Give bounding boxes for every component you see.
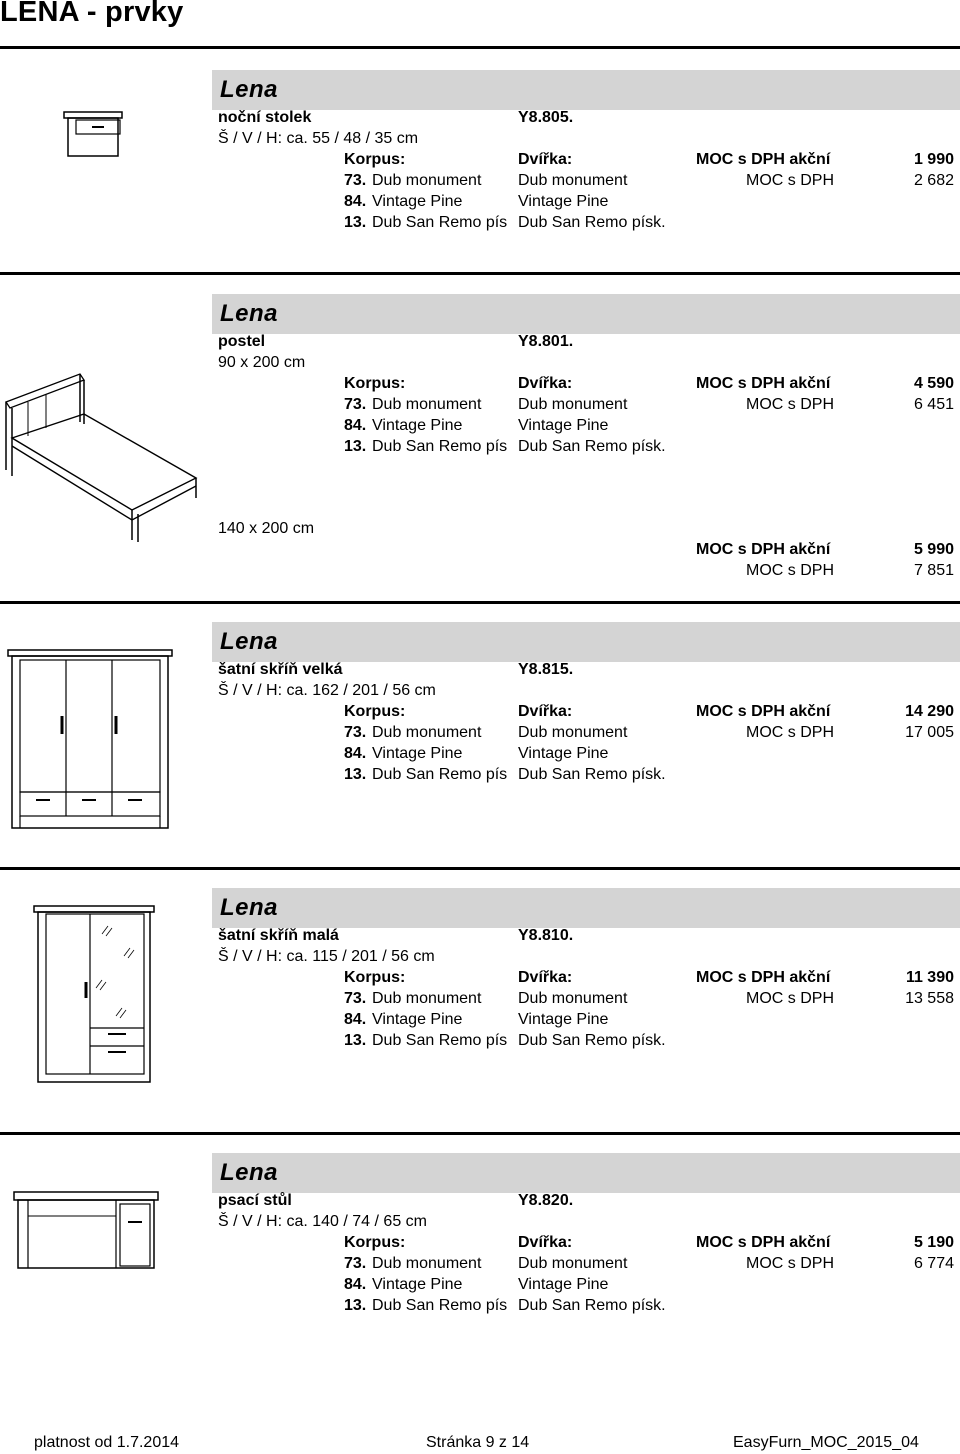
- korpus-label: Korpus:: [344, 969, 406, 986]
- footer-validity: platnost od 1.7.2014: [34, 1434, 180, 1451]
- product-code: Y8.801.: [518, 333, 574, 350]
- price-value: 6 774: [913, 1255, 954, 1272]
- section-rule: [0, 272, 960, 275]
- title-rule: [0, 46, 960, 49]
- price-value: 17 005: [905, 724, 954, 741]
- dvirka-name: Vintage Pine: [518, 1276, 609, 1293]
- korpus-name: Dub San Remo pís: [372, 1032, 508, 1049]
- variant-price-action-value: 5 990: [913, 541, 954, 558]
- brand-label: Lena: [220, 1159, 279, 1186]
- product-dims: Š / V / H: ca. 55 / 48 / 35 cm: [218, 130, 419, 147]
- price-action-label: MOC s DPH akční: [696, 375, 831, 392]
- brand-label: Lena: [220, 628, 279, 655]
- korpus-name: Vintage Pine: [372, 417, 463, 434]
- dvirka-name: Vintage Pine: [518, 1011, 609, 1028]
- price-action-label: MOC s DPH akční: [696, 703, 831, 720]
- product-name: psací stůl: [218, 1192, 292, 1209]
- price-action-value: 4 590: [913, 375, 954, 392]
- korpus-name: Vintage Pine: [372, 1011, 463, 1028]
- product-banner: [212, 622, 960, 662]
- price-action-value: 1 990: [913, 151, 954, 168]
- price-action-value: 14 290: [905, 703, 954, 720]
- dvirka-name: Dub monument: [518, 1255, 628, 1272]
- korpus-num: 84.: [344, 1276, 367, 1293]
- korpus-num: 84.: [344, 193, 367, 210]
- product-dims: 90 x 200 cm: [218, 354, 306, 371]
- brand-label: Lena: [220, 300, 279, 327]
- price-value: 13 558: [905, 990, 954, 1007]
- korpus-num: 84.: [344, 745, 367, 762]
- korpus-name: Dub San Remo pís: [372, 214, 508, 231]
- dvirka-label: Dvířka:: [518, 703, 573, 720]
- korpus-name: Dub San Remo pís: [372, 766, 508, 783]
- korpus-num: 13.: [344, 1297, 367, 1314]
- dvirka-name: Vintage Pine: [518, 745, 609, 762]
- korpus-num: 73.: [344, 396, 367, 413]
- product-code: Y8.815.: [518, 661, 574, 678]
- bed-drawing: [0, 370, 210, 545]
- variant-price-label: MOC s DPH: [746, 562, 834, 579]
- nightstand-drawing: [62, 110, 126, 158]
- footer-page-number: Stránka 9 z 14: [426, 1434, 530, 1451]
- section-rule: [0, 867, 960, 870]
- korpus-num: 13.: [344, 214, 367, 231]
- product-banner: [212, 70, 960, 110]
- korpus-num: 13.: [344, 438, 367, 455]
- price-label: MOC s DPH: [746, 172, 834, 189]
- product-code: Y8.805.: [518, 109, 574, 126]
- korpus-name: Dub monument: [372, 1255, 482, 1272]
- korpus-num: 73.: [344, 172, 367, 189]
- korpus-name: Vintage Pine: [372, 193, 463, 210]
- variant-price-action-label: MOC s DPH akční: [696, 541, 831, 558]
- korpus-name: Dub monument: [372, 396, 482, 413]
- dvirka-name: Dub San Remo písk.: [518, 1297, 666, 1314]
- product-code: Y8.810.: [518, 927, 574, 944]
- price-label: MOC s DPH: [746, 1255, 834, 1272]
- dvirka-label: Dvířka:: [518, 969, 573, 986]
- product-name: šatní skříň malá: [218, 927, 339, 944]
- korpus-name: Dub San Remo pís: [372, 438, 508, 455]
- dvirka-name: Dub monument: [518, 724, 628, 741]
- korpus-num: 84.: [344, 417, 367, 434]
- small-wardrobe-drawing: [32, 904, 156, 1084]
- price-action-label: MOC s DPH akční: [696, 151, 831, 168]
- dvirka-name: Dub monument: [518, 990, 628, 1007]
- dvirka-label: Dvířka:: [518, 1234, 573, 1251]
- korpus-name: Dub monument: [372, 172, 482, 189]
- dvirka-name: Dub San Remo písk.: [518, 438, 666, 455]
- product-banner: [212, 888, 960, 928]
- korpus-num: 73.: [344, 1255, 367, 1272]
- product-name: noční stolek: [218, 109, 312, 126]
- product-name: šatní skříň velká: [218, 661, 343, 678]
- brand-label: Lena: [220, 894, 279, 921]
- product-code: Y8.820.: [518, 1192, 574, 1209]
- dvirka-name: Dub monument: [518, 172, 628, 189]
- dvirka-label: Dvířka:: [518, 151, 573, 168]
- product-dims: Š / V / H: ca. 140 / 74 / 65 cm: [218, 1213, 427, 1230]
- section-rule: [0, 601, 960, 604]
- price-action-value: 11 390: [905, 969, 954, 986]
- korpus-num: 73.: [344, 990, 367, 1007]
- product-dims: Š / V / H: ca. 162 / 201 / 56 cm: [218, 682, 436, 699]
- desk-drawing: [12, 1190, 162, 1270]
- dvirka-name: Dub San Remo písk.: [518, 766, 666, 783]
- korpus-label: Korpus:: [344, 375, 406, 392]
- brand-label: Lena: [220, 76, 279, 103]
- korpus-label: Korpus:: [344, 151, 406, 168]
- korpus-num: 84.: [344, 1011, 367, 1028]
- price-action-value: 5 190: [913, 1234, 954, 1251]
- footer-doc-id: EasyFurn_MOC_2015_04: [733, 1434, 919, 1451]
- korpus-name: Dub San Remo pís: [372, 1297, 508, 1314]
- variant-dims: 140 x 200 cm: [218, 520, 315, 537]
- dvirka-name: Dub San Remo písk.: [518, 214, 666, 231]
- dvirka-name: Dub monument: [518, 396, 628, 413]
- dvirka-name: Dub San Remo písk.: [518, 1032, 666, 1049]
- dvirka-name: Vintage Pine: [518, 193, 609, 210]
- korpus-label: Korpus:: [344, 1234, 406, 1251]
- korpus-name: Dub monument: [372, 724, 482, 741]
- dvirka-name: Vintage Pine: [518, 417, 609, 434]
- product-banner: [212, 294, 960, 334]
- large-wardrobe-drawing: [6, 648, 176, 830]
- price-action-label: MOC s DPH akční: [696, 969, 831, 986]
- korpus-name: Vintage Pine: [372, 745, 463, 762]
- price-label: MOC s DPH: [746, 724, 834, 741]
- price-label: MOC s DPH: [746, 990, 834, 1007]
- variant-price-value: 7 851: [913, 562, 954, 579]
- korpus-label: Korpus:: [344, 703, 406, 720]
- korpus-num: 13.: [344, 1032, 367, 1049]
- product-banner: [212, 1153, 960, 1193]
- price-value: 6 451: [913, 396, 954, 413]
- korpus-num: 13.: [344, 766, 367, 783]
- price-action-label: MOC s DPH akční: [696, 1234, 831, 1251]
- dvirka-label: Dvířka:: [518, 375, 573, 392]
- korpus-name: Vintage Pine: [372, 1276, 463, 1293]
- product-name: postel: [218, 333, 266, 350]
- page-title: LENA - prvky: [0, 0, 184, 28]
- price-value: 2 682: [913, 172, 954, 189]
- product-dims: Š / V / H: ca. 115 / 201 / 56 cm: [218, 948, 435, 965]
- korpus-num: 73.: [344, 724, 367, 741]
- price-label: MOC s DPH: [746, 396, 834, 413]
- section-rule: [0, 1132, 960, 1135]
- korpus-name: Dub monument: [372, 990, 482, 1007]
